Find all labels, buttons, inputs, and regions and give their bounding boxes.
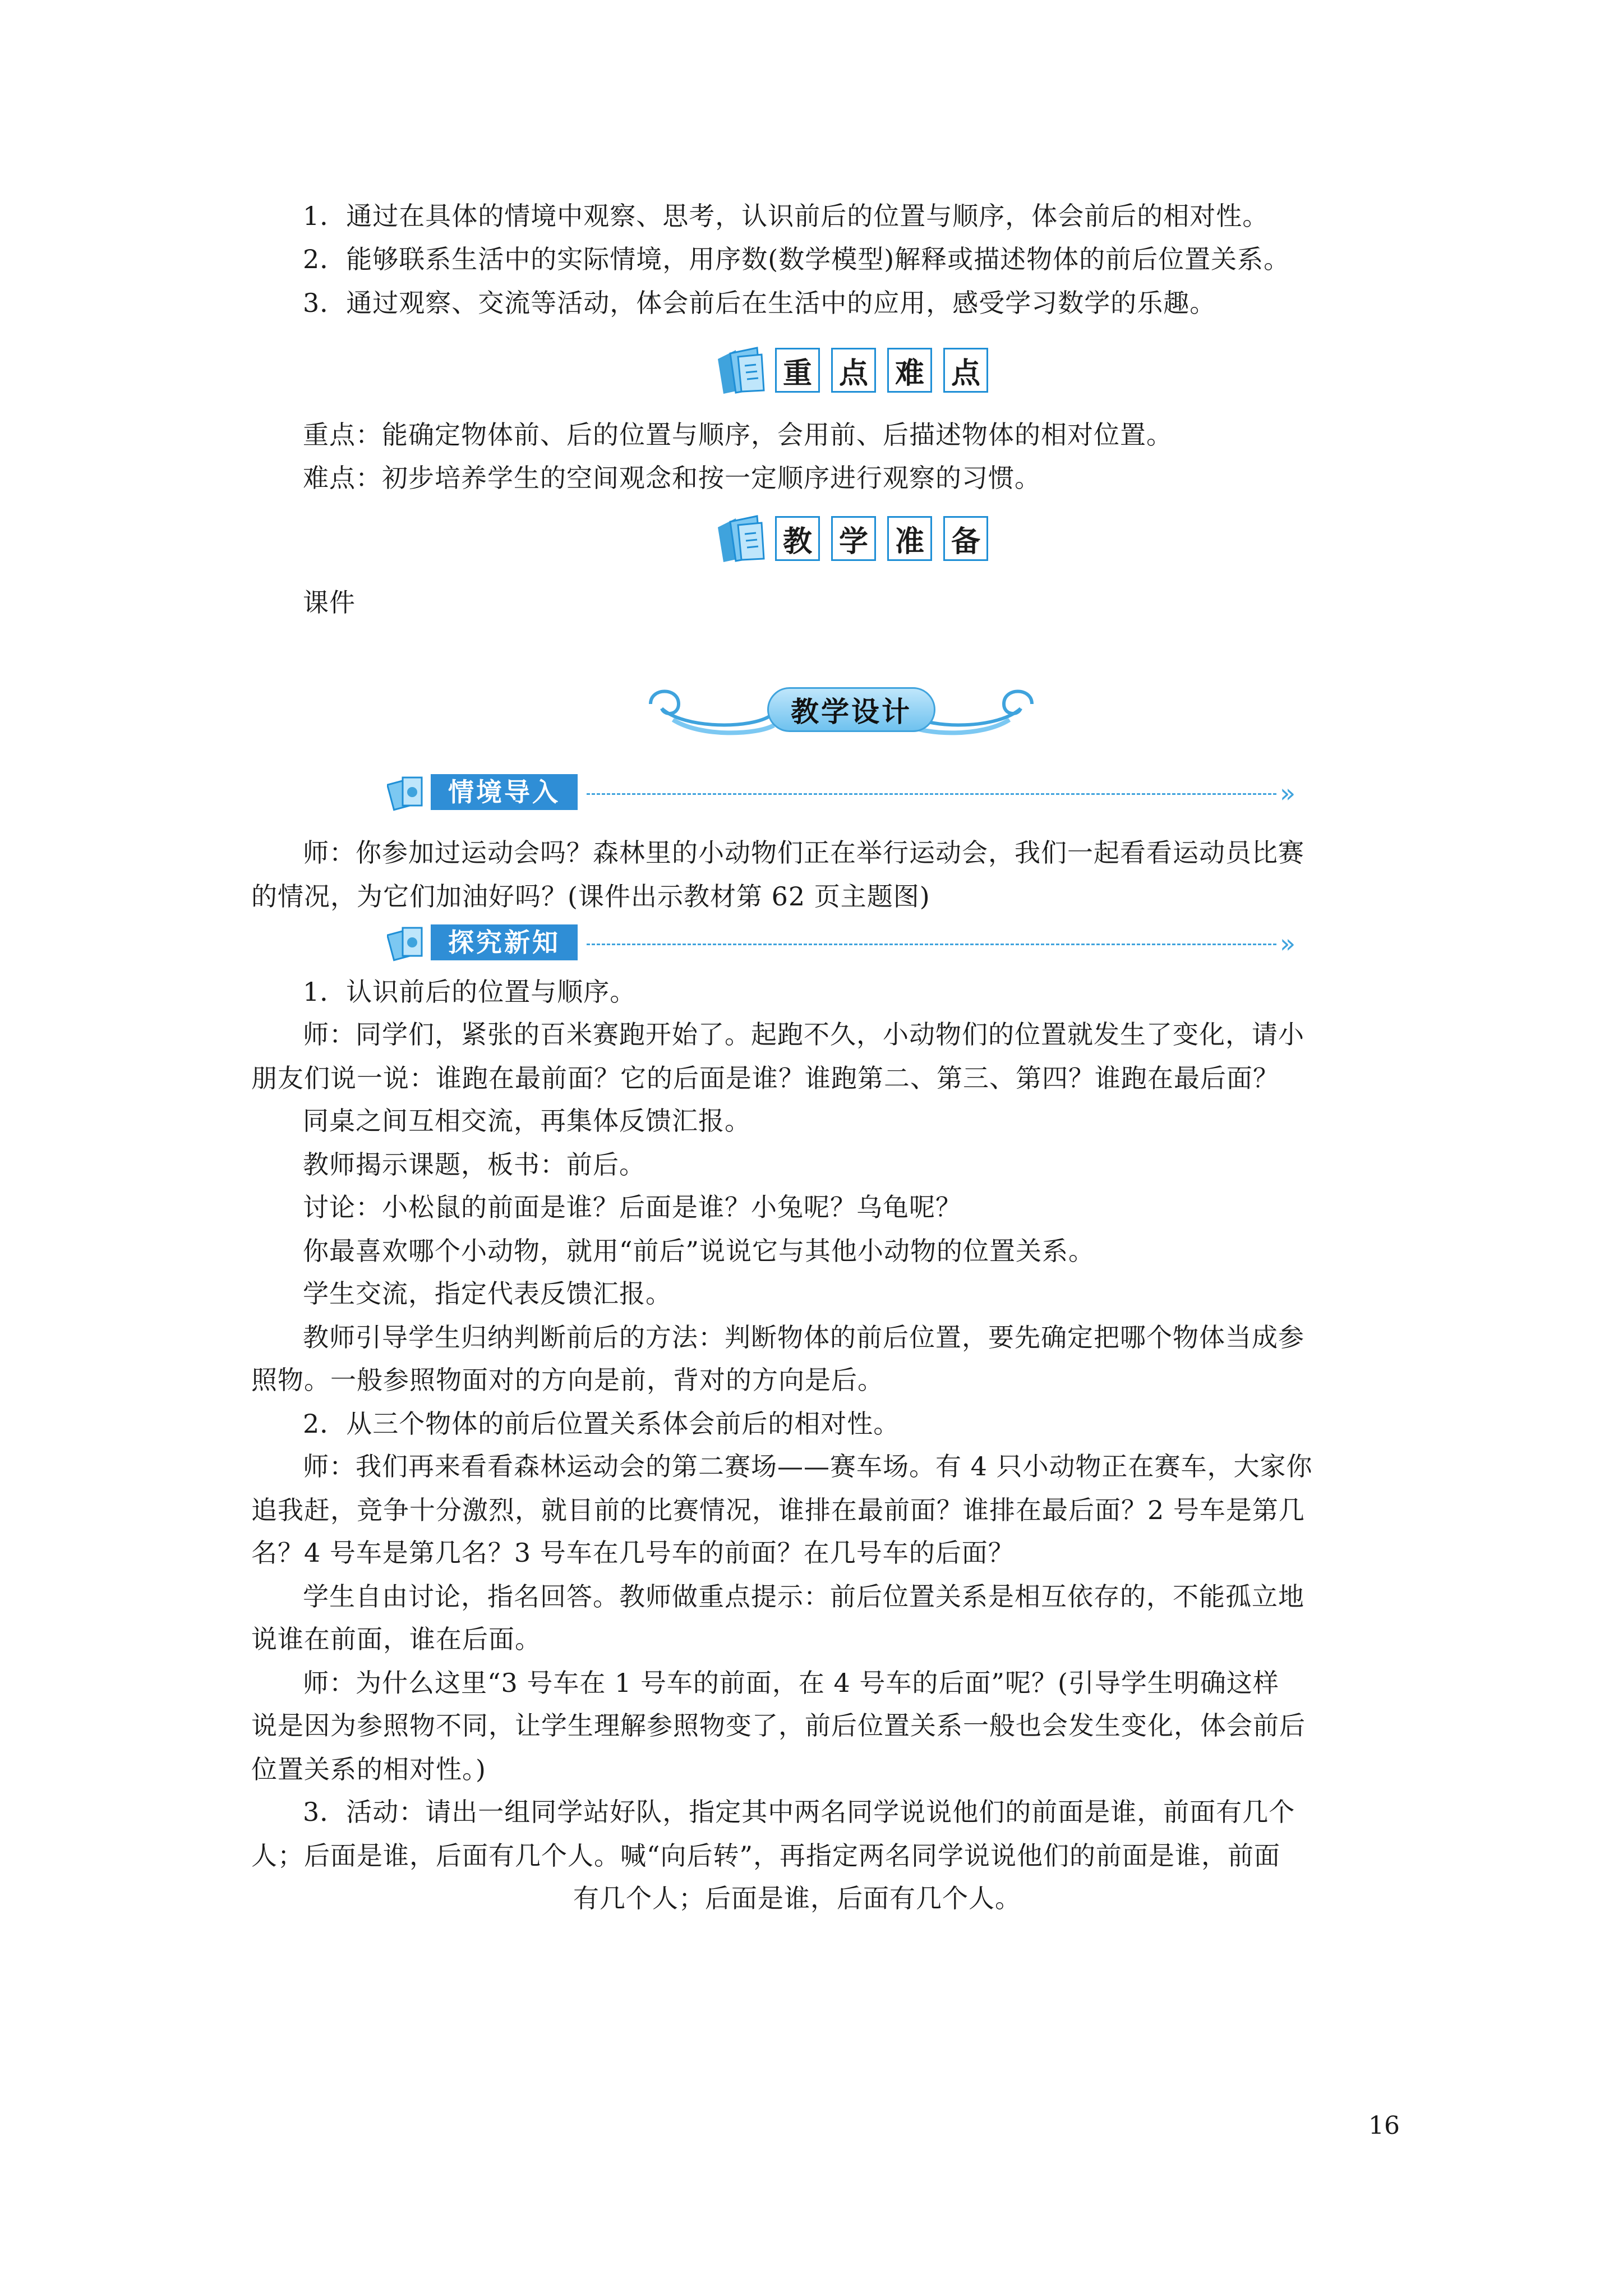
books-icon xyxy=(387,920,432,965)
explore-line: 教师揭示课题，板书：前后。 xyxy=(303,1149,645,1180)
explore-line: 同桌之间互相交流，再集体反馈汇报。 xyxy=(303,1106,751,1136)
heading-char: 准 xyxy=(887,516,932,561)
difficult-point-line: 难点：初步培养学生的空间观念和按一定顺序进行观察的习惯。 xyxy=(303,463,1041,493)
explore-line: 3．活动：请出一组同学站好队，指定其中两名同学说说他们的前面是谁，前面有几个 xyxy=(303,1797,1295,1827)
double-chevron-icon: » xyxy=(1280,778,1296,808)
explore-line: 说谁在前面，谁在后面。 xyxy=(251,1624,541,1654)
explore-line: 你最喜欢哪个小动物，就用“前后”说说它与其他小动物的位置关系。 xyxy=(303,1236,1095,1266)
books-icon xyxy=(387,770,432,815)
teaching-design-banner xyxy=(639,676,1043,749)
objective-2: 2．能够联系生活中的实际情境，用序数(数学模型)解释或描述物体的前后位置关系。 xyxy=(303,244,1290,274)
book-icon xyxy=(713,510,769,567)
explore-line: 有几个人；后面是谁，后面有几个人。 xyxy=(573,1883,1021,1913)
double-chevron-icon: » xyxy=(1280,928,1296,959)
intro-label: 情境导入 xyxy=(431,774,578,810)
intro-line: 师：你参加过运动会吗？森林里的小动物们正在举行运动会，我们一起看看运动员比赛 xyxy=(303,838,1304,868)
preparation-heading xyxy=(713,509,999,568)
explore-label: 探究新知 xyxy=(431,924,578,960)
explore-line: 照物。一般参照物面对的方向是前，背对的方向是后。 xyxy=(251,1365,884,1395)
heading-char: 学 xyxy=(831,516,876,561)
heading-char: 难 xyxy=(887,348,932,393)
explore-line: 名？4 号车是第几名？3 号车在几号车的前面？在几号车的后面？ xyxy=(251,1538,1015,1568)
explore-line: 1．认识前后的位置与顺序。 xyxy=(303,977,637,1007)
explore-line: 师：我们再来看看森林运动会的第二赛场——赛车场。有 4 只小动物正在赛车，大家你 xyxy=(303,1451,1313,1481)
heading-char: 点 xyxy=(943,348,988,393)
explore-line: 人；后面是谁，后面有几个人。喊“向后转”，再指定两名同学说说他们的前面是谁，前面 xyxy=(251,1841,1281,1871)
heading-char: 教 xyxy=(775,516,820,561)
banner-title: 教学设计 xyxy=(767,687,935,732)
explore-line: 学生自由讨论，指名回答。教师做重点提示：前后位置关系是相互依存的，不能孤立地 xyxy=(303,1581,1304,1612)
preparation-text: 课件 xyxy=(303,587,356,618)
key-points-heading xyxy=(713,341,999,399)
intro-line: 的情况，为它们加油好吗？(课件出示教材第 62 页主题图) xyxy=(251,881,930,912)
explore-line: 师：同学们，紧张的百米赛跑开始了。起跑不久，小动物们的位置就发生了变化，请小 xyxy=(303,1019,1304,1050)
objective-3: 3．通过观察、交流等活动，体会前后在生活中的应用，感受学习数学的乐趣。 xyxy=(303,288,1216,318)
dashed-divider xyxy=(587,944,1276,945)
key-point-line: 重点：能确定物体前、后的位置与顺序，会用前、后描述物体的相对位置。 xyxy=(303,420,1173,450)
explore-line: 2．从三个物体的前后位置关系体会前后的相对性。 xyxy=(303,1409,900,1439)
explore-line: 说是因为参照物不同，让学生理解参照物变了，前后位置关系一般也会发生变化，体会前后 xyxy=(251,1710,1306,1741)
intro-subheading xyxy=(387,770,1312,815)
book-icon xyxy=(713,342,769,398)
explore-line: 朋友们说一说：谁跑在最前面？它的后面是谁？谁跑第二、第三、第四？谁跑在最后面？ xyxy=(251,1063,1279,1093)
explore-line: 教师引导学生归纳判断前后的方法：判断物体的前后位置，要先确定把哪个物体当成参 xyxy=(303,1322,1304,1352)
page-number: 16 xyxy=(1368,2111,1400,2140)
explore-line: 师：为什么这里“3 号车在 1 号车的前面，在 4 号车的后面”呢？(引导学生明确这样 xyxy=(303,1668,1279,1698)
explore-line: 讨论：小松鼠的前面是谁？后面是谁？小兔呢？乌龟呢？ xyxy=(303,1192,962,1222)
explore-line: 学生交流，指定代表反馈汇报。 xyxy=(303,1278,672,1309)
heading-char: 备 xyxy=(943,516,988,561)
explore-line: 位置关系的相对性。) xyxy=(251,1754,486,1784)
objective-1: 1．通过在具体的情境中观察、思考，认识前后的位置与顺序，体会前后的相对性。 xyxy=(303,201,1269,231)
explore-line: 追我赶，竞争十分激烈，就目前的比赛情况，谁排在最前面？谁排在最后面？2 号车是第几 xyxy=(251,1495,1305,1525)
heading-char: 重 xyxy=(775,348,820,393)
heading-char: 点 xyxy=(831,348,876,393)
dashed-divider xyxy=(587,793,1276,795)
explore-subheading xyxy=(387,920,1312,965)
